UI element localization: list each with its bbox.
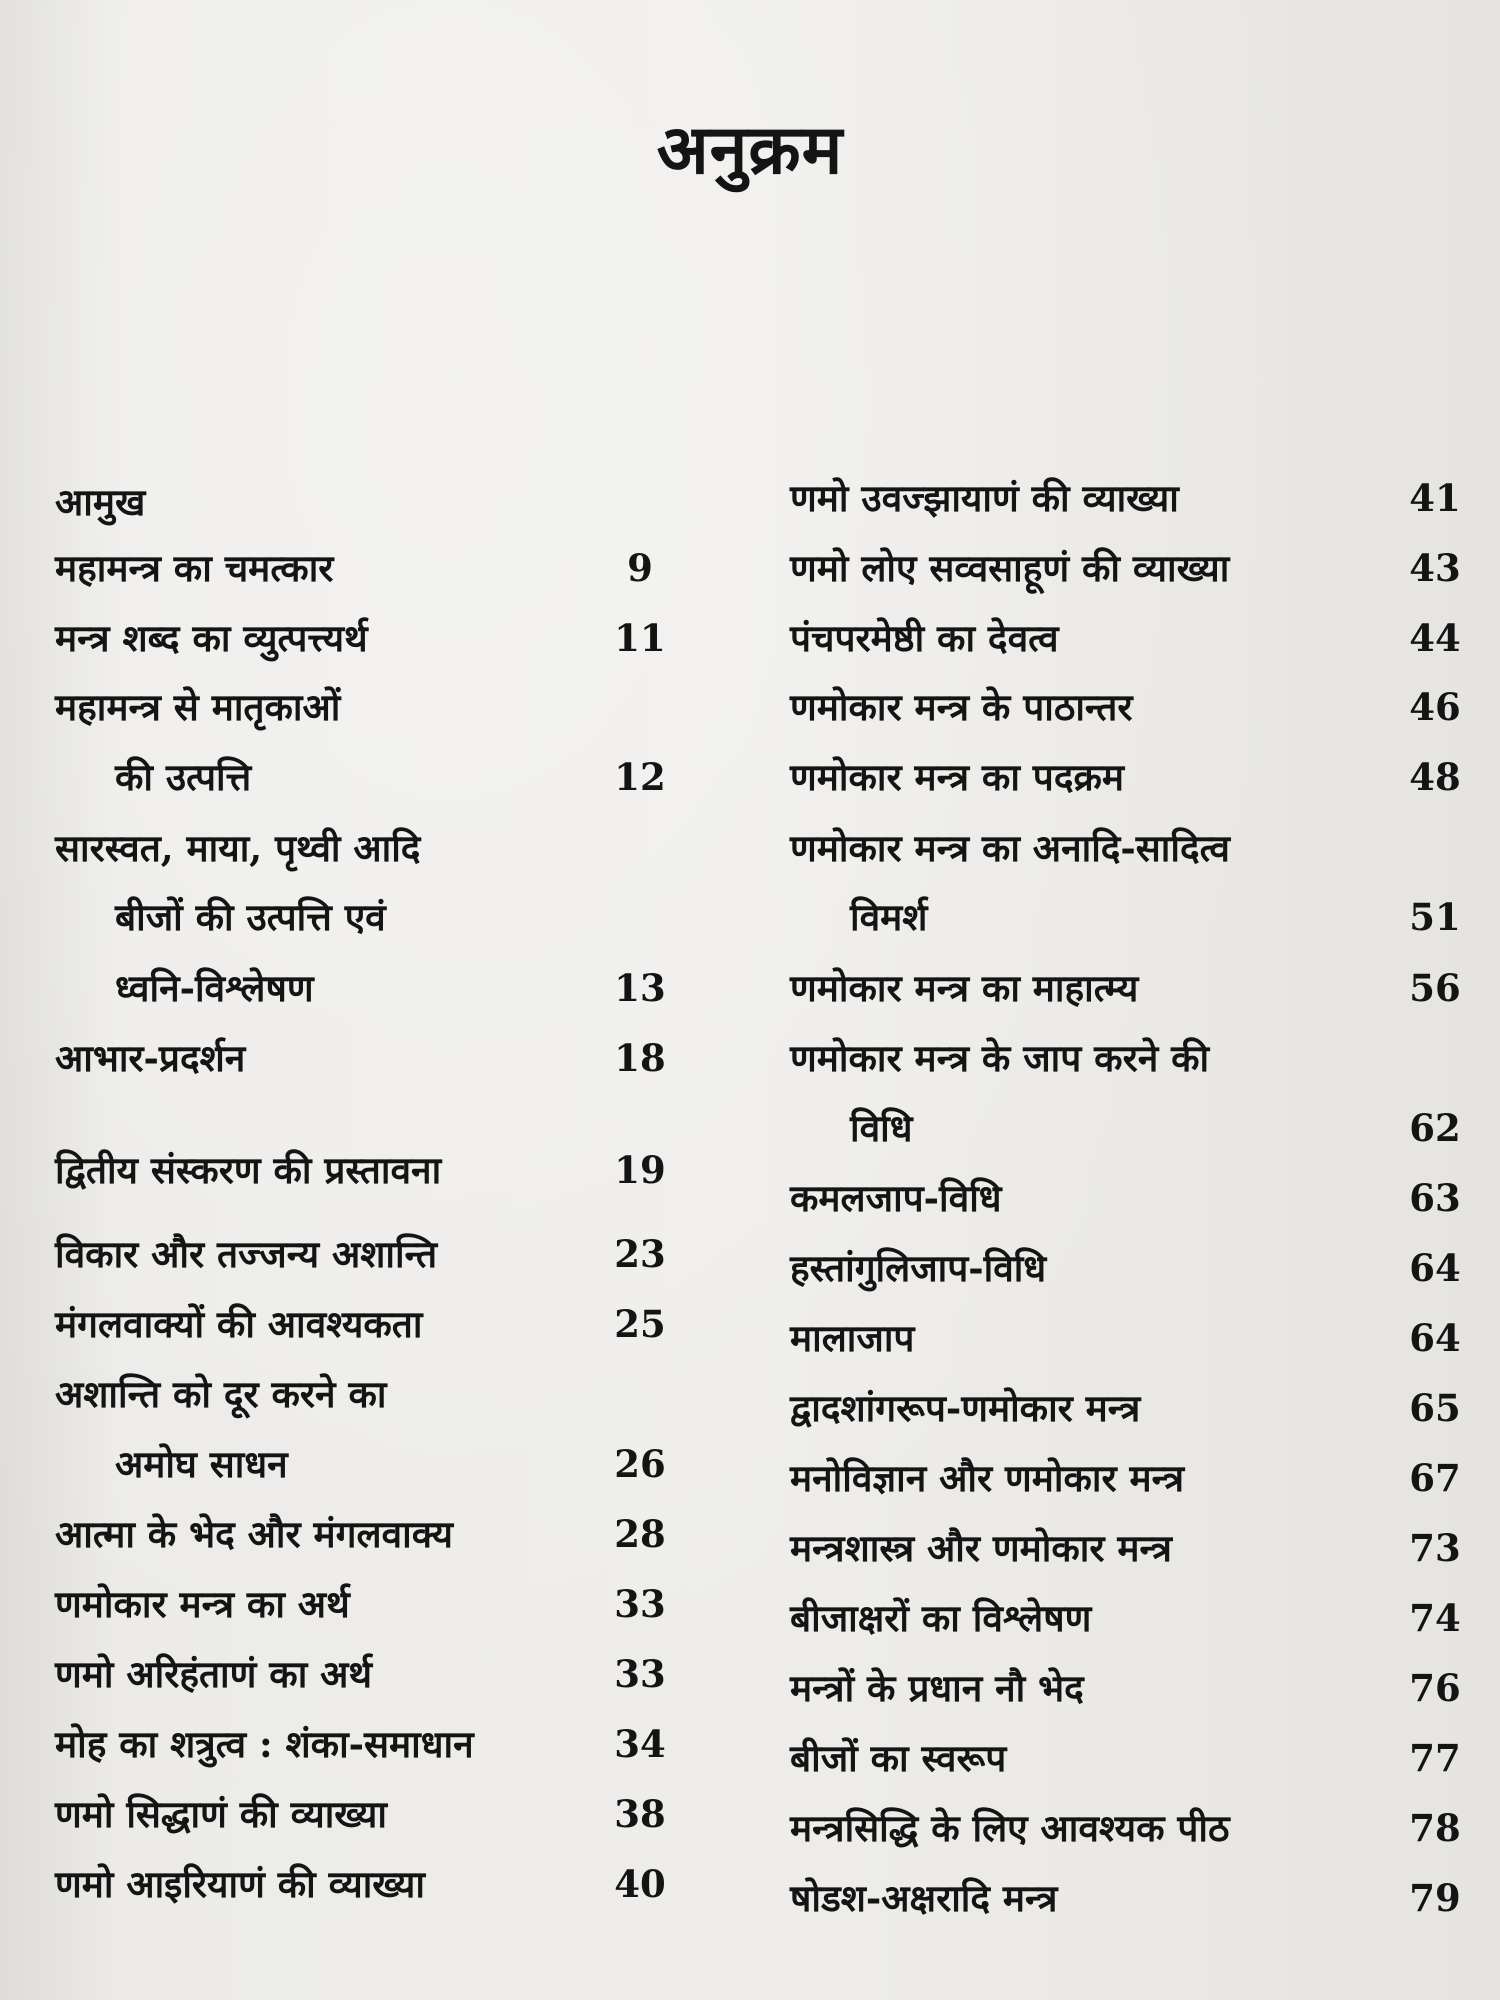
entry-page-number: 9: [627, 546, 653, 590]
entry-page-number: 40: [614, 1862, 666, 1906]
entry-page-number: 77: [1409, 1736, 1461, 1780]
entry-title: णमोकार मन्त्र के पाठान्तर: [790, 685, 1133, 729]
entry-title: पंचपरमेष्ठी का देवत्व: [790, 616, 1059, 660]
entry-title: णमोकार मन्त्र का अनादि-सादित्व: [790, 826, 1230, 870]
entry-title-continued: की उत्पत्ति: [115, 755, 252, 799]
entry-title: कमलजाप-विधि: [790, 1176, 1002, 1220]
entry-page-number: 74: [1409, 1596, 1461, 1640]
entry-page-number: 73: [1409, 1526, 1461, 1570]
entry-title: मोह का शत्रुत्व : शंका-समाधान: [55, 1722, 474, 1766]
entry-title: द्वादशांगरूप-णमोकार मन्त्र: [790, 1386, 1141, 1430]
entry-title: णमोकार मन्त्र का पदक्रम: [790, 755, 1125, 799]
entry-title: णमो सिद्धाणं की व्याख्या: [55, 1792, 387, 1836]
entry-title: आत्मा के भेद और मंगलवाक्य: [55, 1512, 453, 1556]
entry-title-continued: ध्वनि-विश्लेषण: [115, 966, 314, 1010]
entry-title: बीजाक्षरों का विश्लेषण: [790, 1596, 1092, 1640]
entry-page-number: 48: [1409, 755, 1461, 799]
entry-title-continued: विधि: [850, 1106, 913, 1150]
entry-page-number: 64: [1409, 1316, 1461, 1360]
entry-title-continued: बीजों की उत्पत्ति एवं: [115, 895, 386, 939]
entry-title: णमो अरिहंताणं का अर्थ: [55, 1652, 373, 1696]
entry-title: मन्त्रों के प्रधान नौ भेद: [790, 1666, 1084, 1710]
entry-page-number: 65: [1409, 1386, 1461, 1430]
entry-page-number: 64: [1409, 1246, 1461, 1290]
entry-page-number: 33: [614, 1582, 666, 1626]
entry-page-number: 11: [614, 616, 666, 660]
entry-page-number: 33: [614, 1652, 666, 1696]
entry-page-number: 26: [614, 1442, 666, 1486]
entry-title-continued: अमोघ साधन: [115, 1442, 288, 1486]
entry-page-number: 19: [614, 1148, 666, 1192]
entry-title: आभार-प्रदर्शन: [55, 1036, 246, 1080]
entry-title: महामन्त्र से मातृकाओं: [55, 685, 341, 729]
entry-page-number: 12: [614, 755, 666, 799]
entry-page-number: 46: [1409, 685, 1461, 729]
entry-title: णमोकार मन्त्र के जाप करने की: [790, 1036, 1210, 1080]
entry-title: विकार और तज्जन्य अशान्ति: [55, 1232, 438, 1276]
entry-title: बीजों का स्वरूप: [790, 1736, 1007, 1780]
entry-title: मंगलवाक्यों की आवश्यकता: [55, 1302, 423, 1346]
entry-page-number: 62: [1409, 1106, 1461, 1150]
entry-page-number: 38: [614, 1792, 666, 1836]
entry-title: णमोकार मन्त्र का माहात्म्य: [790, 966, 1139, 1010]
entry-title: णमो लोए सव्वसाहूणं की व्याख्या: [790, 546, 1230, 590]
entry-page-number: 67: [1409, 1456, 1461, 1500]
entry-page-number: 41: [1409, 476, 1461, 520]
entry-title: मालाजाप: [790, 1316, 915, 1360]
entry-title: महामन्त्र का चमत्कार: [55, 546, 334, 590]
entry-title: षोडश-अक्षरादि मन्त्र: [790, 1876, 1058, 1920]
entry-title: द्वितीय संस्करण की प्रस्तावना: [55, 1148, 442, 1192]
entry-page-number: 51: [1409, 895, 1461, 939]
entry-page-number: 79: [1409, 1876, 1461, 1920]
entry-page-number: 56: [1409, 966, 1461, 1010]
entry-title: मनोविज्ञान और णमोकार मन्त्र: [790, 1456, 1185, 1500]
entry-title: हस्तांगुलिजाप-विधि: [790, 1246, 1047, 1290]
entry-title: णमो आइरियाणं की व्याख्या: [55, 1862, 425, 1906]
entry-page-number: 13: [614, 966, 666, 1010]
entry-page-number: 23: [614, 1232, 666, 1276]
entry-page-number: 34: [614, 1722, 666, 1766]
entry-title: णमो उवज्झायाणं की व्याख्या: [790, 476, 1179, 520]
entry-page-number: 18: [614, 1036, 666, 1080]
entry-page-number: 44: [1409, 616, 1461, 660]
entry-page-number: 28: [614, 1512, 666, 1556]
entry-title: मन्त्र शब्द का व्युत्पत्त्यर्थ: [55, 616, 368, 660]
entry-title: अशान्ति को दूर करने का: [55, 1372, 387, 1416]
entry-title: मन्त्रशास्त्र और णमोकार मन्त्र: [790, 1526, 1172, 1570]
entry-page-number: 43: [1409, 546, 1461, 590]
entry-page-number: 78: [1409, 1806, 1461, 1850]
entry-page-number: 25: [614, 1302, 666, 1346]
entry-page-number: 63: [1409, 1176, 1461, 1220]
page-title: अनुक्रम: [656, 110, 844, 190]
entry-title: आमुख: [55, 480, 146, 524]
entry-title-continued: विमर्श: [850, 895, 928, 939]
entry-title: मन्त्रसिद्धि के लिए आवश्यक पीठ: [790, 1806, 1230, 1850]
entry-title: णमोकार मन्त्र का अर्थ: [55, 1582, 350, 1626]
entry-title: सारस्वत, माया, पृथ्वी आदि: [55, 826, 421, 870]
entry-page-number: 76: [1409, 1666, 1461, 1710]
